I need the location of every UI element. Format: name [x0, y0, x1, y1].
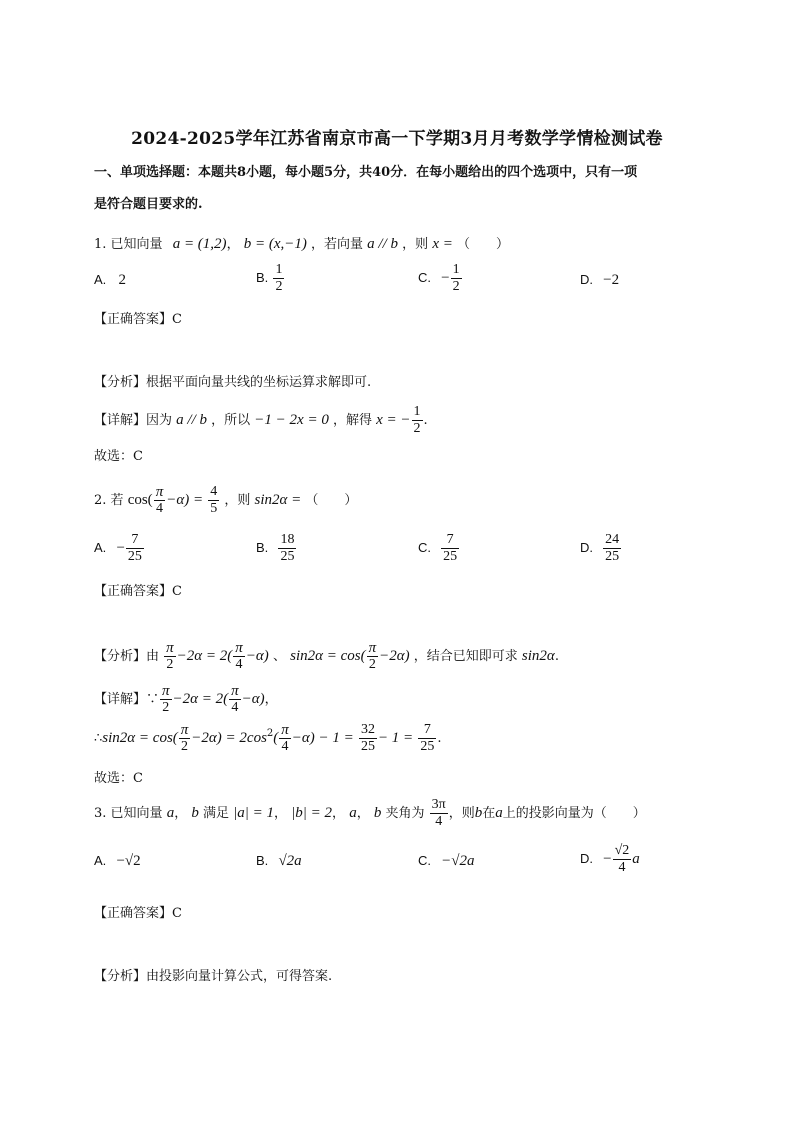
q1-answer: 【正确答案】C	[94, 312, 182, 327]
q3-analysis: 【分析】由投影向量计算公式，可得答案.	[94, 969, 333, 984]
q1-x-eq: x =	[432, 236, 453, 252]
q3-option-b: B. √2a	[256, 853, 302, 869]
section-heading-line2: 是符合题目要求的.	[94, 197, 203, 212]
q1-option-a: A. 2	[94, 272, 126, 288]
q3-option-a: A. −√2	[94, 853, 141, 869]
q1-option-c-frac: $\frac{1}{2}$	[452, 262, 460, 294]
q2-choose: 故选：C	[94, 771, 143, 786]
q1-option-c: C. − $\frac{1}{2}$	[418, 262, 460, 294]
q1-detail-frac: $\frac{1}{2}$	[413, 404, 421, 436]
q3-answer: 【正确答案】C	[94, 906, 182, 921]
q2-detail: 【详解】∵ $\frac{\pi}{2}$ −2α = 2( $\frac{\pi}{4}$ −α)，	[94, 683, 278, 715]
q2-option-b: B. $\frac{18}{25}$	[256, 532, 295, 564]
q1-detail: 【详解】因为 a // b ，所以 −1 − 2x = 0 ，解得 x = − $\frac{1}{2}$ .	[94, 404, 428, 436]
page-title: 2024-2025学年江苏省南京市高一下学期3月月考数学学情检测试卷	[131, 129, 663, 149]
q2-pi-over-4: $\frac{\pi}{4}$	[155, 484, 164, 516]
q2-option-d: D. $\frac{24}{25}$	[580, 532, 620, 564]
q2-answer: 【正确答案】C	[94, 584, 182, 599]
q1-tail: ，则	[402, 237, 429, 252]
q1-option-b: B. $\frac{1}{2}$	[256, 262, 283, 294]
question-3: 3. 已知向量 a， b 满足 |a| = 1， |b| = 2， a， b 夹角为 $\frac{3\pi}{4}$ ，则b在a上的投影向量为（ ）	[94, 797, 646, 829]
q1-vector-a: a = (1,2)	[172, 236, 227, 252]
q1-analysis: 【分析】根据平面向量共线的坐标运算求解即可.	[94, 375, 372, 390]
q1-paren: （ ）	[456, 237, 509, 252]
section-heading-line1: 一、单项选择题：本题共8小题，每小题5分，共40分．在每小题给出的四个选项中，只有一项	[94, 165, 638, 180]
question-2: 2. 若 cos( $\frac{\pi}{4}$ −α) = $\frac{4}{5}$ ，则 sin2α = （ ）	[94, 484, 358, 516]
q1-parallel: a // b	[367, 236, 399, 252]
q1-lead: 1. 已知向量	[94, 237, 163, 252]
q3-option-d: D. − $\frac{√2}{4}$ a	[580, 843, 640, 875]
q1-option-d: D. −2	[580, 272, 620, 288]
q2-detail-line2: ∴sin2α = cos( $\frac{\pi}{2}$ $-2\alpha) = 2\cos^2$( $\frac{\pi}{4}$ −α) − 1 = $\frac{32}{25}$ − 1 = $\frac{7}{25}$ .	[94, 722, 442, 754]
q3-option-c: C. −√2a	[418, 853, 475, 869]
question-1: 1. 已知向量 a = (1,2)， b = (x,−1) ，若向量 a // b ，则 x = （ ）	[94, 236, 509, 252]
q2-option-c: C. $\frac{7}{25}$	[418, 532, 458, 564]
q1-mid: ，若向量	[311, 237, 364, 252]
q1-option-b-frac: $\frac{1}{2}$	[275, 262, 283, 294]
q1-vector-b: b = (x,−1)	[243, 236, 307, 252]
q1-choose: 故选：C	[94, 449, 143, 464]
q2-analysis: 【分析】由 $\frac{\pi}{2}$ −2α = 2( $\frac{\pi}{4}$ −α) 、 sin2α = cos( $\frac{\pi}{2}$ −2α) ，结合已知即可求 sin2α.	[94, 640, 559, 672]
q2-four-fifths: $\frac{4}{5}$	[210, 484, 218, 516]
q2-option-a: A. − $\frac{7}{25}$	[94, 532, 142, 564]
